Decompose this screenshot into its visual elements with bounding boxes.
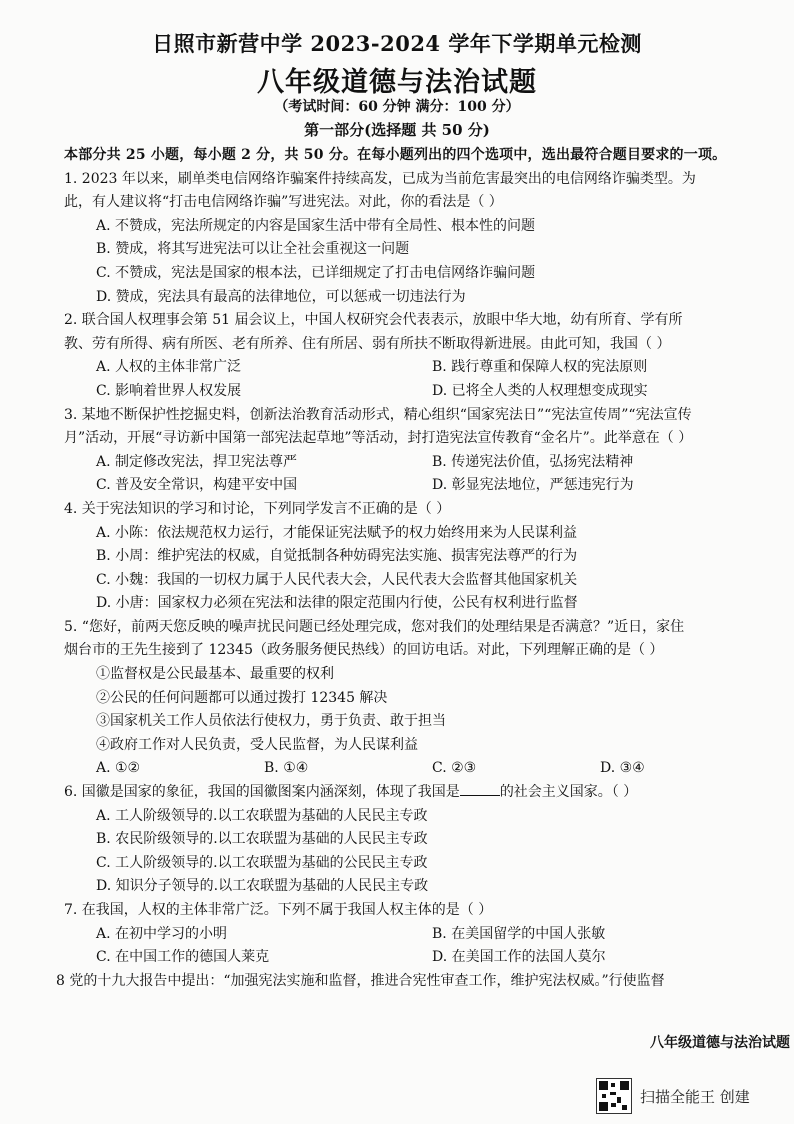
question-6 bbox=[64, 781, 776, 899]
question-1-option-c: C. 不赞成，宪法是国家的根本法，已详细规定了打击电信网络诈骗问题 bbox=[96, 264, 536, 281]
question-7-option-d: D. 在美国工作的法国人莫尔 bbox=[432, 949, 606, 966]
question-1-stem-line1: 1. 2023 年以来，刷单类电信网络诈骗案件持续高发，已成为当前危害最突出的电信网络诈骗类型。为 bbox=[64, 170, 696, 187]
question-7-option-c: C. 在中国工作的德国人莱克 bbox=[96, 949, 270, 966]
question-7-options-row2 bbox=[64, 946, 776, 970]
question-6-option-c: C. 工人阶级领导的.以工农联盟为基础的公民民主专政 bbox=[96, 854, 428, 871]
question-7-options-row1 bbox=[64, 923, 776, 947]
question-3-stem-line1: 3. 某地不断保护性挖掘史料，创新法治教育活动形式，精心组织“国家宪法日”“宪法宣传周”“宪法宣传 bbox=[64, 406, 692, 423]
exam-title: 八年级道德与法治试题 bbox=[257, 67, 537, 98]
question-3 bbox=[64, 404, 776, 498]
question-5-option-a: A. ①② bbox=[96, 760, 141, 777]
question-6-stem bbox=[64, 781, 776, 805]
question-1-option-b: B. 赞成，将其写进宪法可以让全社会重视这一问题 bbox=[96, 241, 410, 258]
page-footer: 八年级道德与法治试题 bbox=[650, 1035, 790, 1051]
scanner-watermark bbox=[596, 1078, 750, 1114]
question-2-options-row1 bbox=[64, 356, 776, 380]
question-1-option-a: A. 不赞成，宪法所规定的内容是国家生活中带有全局性、根本性的问题 bbox=[96, 217, 536, 234]
question-1-stem-line2: 此，有人建议将“打击电信网络诈骗”写进宪法。对此，你的看法是（ ） bbox=[64, 194, 503, 211]
question-5-option-c: C. ②③ bbox=[432, 760, 477, 777]
question-6-option-d: D. 知识分子领导的.以工农联盟为基础的人民民主专政 bbox=[96, 878, 429, 895]
question-7 bbox=[64, 899, 776, 970]
school-header: 日照市新营中学 2023-2024 学年下学期单元检测 bbox=[152, 31, 642, 56]
question-3-option-a: A. 制定修改宪法，捍卫宪法尊严 bbox=[96, 453, 298, 470]
question-6-option-a: A. 工人阶级领导的.以工农联盟为基础的人民民主专政 bbox=[96, 807, 428, 824]
question-4 bbox=[64, 498, 776, 616]
scanner-label: 扫描全能王 创建 bbox=[640, 1087, 750, 1106]
question-5-stem-line1: 5. “您好，前两天您反映的噪声扰民问题已经处理完成，您对我们的处理结果是否满意？”近日，家住 bbox=[64, 618, 685, 635]
question-8 bbox=[56, 970, 776, 994]
question-2-options-row2 bbox=[64, 380, 776, 404]
question-3-options-row1 bbox=[64, 451, 776, 475]
question-1 bbox=[64, 168, 776, 310]
section-heading: 第一部分(选择题 共 50 分) bbox=[304, 121, 490, 139]
question-5-statement-4: ④政府工作对人民负责，受人民监督，为人民谋利益 bbox=[96, 736, 418, 753]
question-6-stem-part1: 6. 国徽是国家的象征，我国的国徽图案内涵深刻，体现了我国是 bbox=[64, 784, 460, 801]
question-5-statement-1: ①监督权是公民最基本、最重要的权利 bbox=[96, 666, 334, 683]
question-4-option-b: B. 小周：维护宪法的权威，自觉抵制各种妨碍宪法实施、损害宪法尊严的行为 bbox=[96, 548, 578, 565]
question-8-stem: 8 党的十九大报告中提出：“加强宪法实施和监督，推进合宪性审查工作，维护宪法权威。”行使监督 bbox=[56, 972, 665, 989]
question-6-stem-part2: 的社会主义国家。（ ） bbox=[499, 784, 638, 801]
qr-code-icon bbox=[596, 1078, 632, 1114]
question-5 bbox=[64, 616, 776, 781]
question-5-option-d: D. ③④ bbox=[600, 760, 645, 777]
question-5-options bbox=[64, 757, 776, 781]
question-5-statement-3: ③国家机关工作人员依法行使权力，勇于负责、敢于担当 bbox=[96, 713, 446, 730]
question-4-option-c: C. 小魏：我国的一切权力属于人民代表大会，人民代表大会监督其他国家机关 bbox=[96, 571, 578, 588]
section-intro: 本部分共 25 小题，每小题 2 分，共 50 分。在每小题列出的四个选项中，选出最符合题目要求的一项。 bbox=[64, 147, 727, 163]
question-7-option-a: A. 在初中学习的小明 bbox=[96, 925, 228, 942]
question-7-stem: 7. 在我国，人权的主体非常广泛。下列不属于我国人权主体的是（ ） bbox=[64, 902, 493, 918]
question-5-statement-2: ②公民的任何问题都可以通过拨打 12345 解决 bbox=[96, 689, 388, 706]
question-2-option-a: A. 人权的主体非常广泛 bbox=[96, 359, 242, 376]
question-2-option-c: C. 影响着世界人权发展 bbox=[96, 382, 242, 399]
question-2-option-b: B. 践行尊重和保障人权的宪法原则 bbox=[432, 359, 648, 376]
question-4-option-d: D. 小唐：国家权力必须在宪法和法律的限定范围内行使，公民有权利进行监督 bbox=[96, 595, 578, 612]
question-5-option-b: B. ①④ bbox=[264, 760, 309, 777]
question-3-stem-line2: 月”活动，开展“寻访新中国第一部宪法起草地”等活动，封打造宪法宣传教育“金名片”。此举意在（ ） bbox=[64, 430, 693, 447]
question-3-option-d: D. 彰显宪法地位，严惩违宪行为 bbox=[432, 477, 634, 494]
question-2-stem-line1: 2. 联合国人权理事会第 51 届会议上，中国人权研究会代表表示，放眼中华大地，幼有所育、学有所 bbox=[64, 312, 683, 329]
question-2-stem-line2: 教、劳有所得、病有所医、老有所养、住有所居、弱有所扶不断取得新进展。由此可知，我国（ ） bbox=[64, 335, 671, 352]
question-3-option-c: C. 普及安全常识，构建平安中国 bbox=[96, 477, 298, 494]
question-1-option-d: D. 赞成，宪法具有最高的法律地位，可以惩戒一切违法行为 bbox=[96, 288, 466, 305]
question-body bbox=[56, 144, 776, 993]
question-4-option-a: A. 小陈：依法规范权力运行，才能保证宪法赋予的权力始终用来为人民谋利益 bbox=[96, 524, 578, 541]
question-7-option-b: B. 在美国留学的中国人张敏 bbox=[432, 925, 606, 942]
exam-info: （考试时间：60 分钟 满分：100 分） bbox=[274, 99, 520, 115]
question-5-stem-line2: 烟台市的王先生接到了 12345（政务服务便民热线）的回访电话。对此，下列理解正确的是（ ） bbox=[64, 642, 664, 659]
question-3-option-b: B. 传递宪法价值，弘扬宪法精神 bbox=[432, 453, 634, 470]
question-2 bbox=[64, 309, 776, 403]
question-6-option-b: B. 农民阶级领导的.以工农联盟为基础的人民民主专政 bbox=[96, 831, 428, 848]
question-2-option-d: D. 已将全人类的人权理想变成现实 bbox=[432, 382, 648, 399]
answer-blank bbox=[460, 781, 500, 796]
question-3-options-row2 bbox=[64, 474, 776, 498]
question-4-stem: 4. 关于宪法知识的学习和讨论，下列同学发言不正确的是（ ） bbox=[64, 500, 451, 517]
